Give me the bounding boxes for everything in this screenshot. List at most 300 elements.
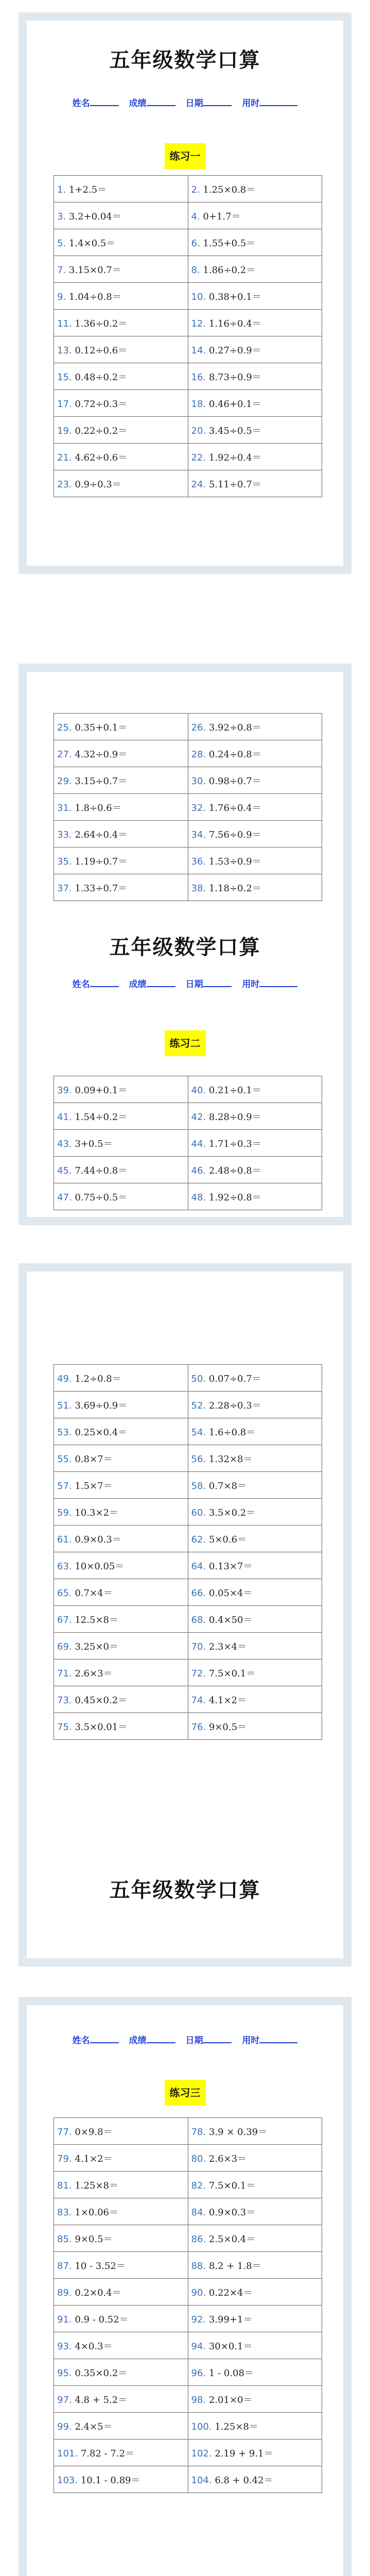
table-row [54, 1157, 322, 1183]
table-row [54, 363, 322, 390]
problem-cell [54, 2279, 188, 2306]
problem-expression: 1.54÷0.2＝ [75, 1111, 128, 1123]
problem-expression: 2.48÷0.8＝ [208, 1165, 261, 1176]
problem-number: 16. [191, 371, 209, 383]
problem-cell [188, 848, 322, 874]
table-row [54, 714, 322, 740]
table-row [54, 444, 322, 470]
problem-cell [188, 1659, 322, 1686]
problem-cell [54, 2172, 188, 2198]
problem-number: 3. [57, 211, 69, 222]
problem-cell [54, 821, 188, 848]
table-row [54, 848, 322, 874]
problem-cell [188, 1076, 322, 1103]
problem-cell [54, 1157, 188, 1183]
problem-cell [188, 2306, 322, 2332]
problem-number: 88. [191, 2260, 209, 2272]
problem-number: 97. [57, 2394, 75, 2405]
table-row [54, 470, 322, 497]
problem-number: 50. [191, 1373, 209, 1384]
problem-expression: 1.32×8＝ [208, 1453, 253, 1465]
problem-cell [54, 2225, 188, 2252]
problem-expression: 1 - 0.08＝ [208, 2367, 254, 2379]
problem-expression: 4.62÷0.6＝ [75, 452, 128, 463]
table-row [54, 1365, 322, 1392]
problem-cell [54, 336, 188, 363]
problem-number: 95. [57, 2367, 75, 2379]
page-paper [27, 21, 343, 566]
problem-number: 63. [57, 1561, 75, 1572]
table-row [54, 794, 322, 821]
problem-expression: 0.75÷0.5＝ [75, 1192, 128, 1203]
problem-cell [54, 310, 188, 336]
problem-cell [54, 1579, 188, 1606]
problem-cell [188, 1365, 322, 1392]
problem-number: 92. [191, 2314, 209, 2325]
problem-expression: 0.8×7＝ [75, 1453, 113, 1465]
problem-expression: 0.22×4＝ [208, 2287, 253, 2298]
problem-expression: 2.64÷0.4＝ [75, 829, 128, 840]
problem-number: 62. [191, 1534, 209, 1545]
page-title: 五年级数学口算 [109, 1878, 261, 1902]
problem-expression: 1.76÷0.4＝ [208, 802, 261, 814]
problem-expression: 2.6×3＝ [208, 2153, 247, 2164]
problem-expression: 1.33÷0.7＝ [75, 883, 128, 894]
problem-cell [188, 2279, 322, 2306]
problem-cell [188, 1686, 322, 1713]
name-blank [90, 97, 119, 106]
problem-expression: 0×9.8＝ [75, 2126, 113, 2138]
problem-cell [54, 1659, 188, 1686]
problem-expression: 0.9×0.3＝ [75, 1534, 121, 1545]
problem-expression: 0.9 - 0.52＝ [75, 2314, 129, 2325]
problem-cell [54, 1183, 188, 1210]
problem-cell [54, 1418, 188, 1445]
problem-expression: 2.28÷0.3＝ [208, 1400, 261, 1411]
problem-number: 75. [57, 1721, 75, 1733]
problem-number: 22. [191, 452, 209, 463]
problem-cell [188, 2118, 322, 2145]
problem-expression: 4.32÷0.9＝ [75, 749, 128, 760]
problem-number: 15. [57, 371, 75, 383]
problem-expression: 1.53÷0.9＝ [208, 856, 261, 867]
problem-number: 74. [191, 1694, 209, 1706]
table-row [54, 417, 322, 444]
table-row [54, 1633, 322, 1659]
problem-cell [188, 283, 322, 310]
date-label: 日期 [185, 979, 203, 990]
problem-cell [188, 256, 322, 283]
problem-cell [188, 1418, 322, 1445]
table-row [54, 283, 322, 310]
problem-expression: 1.16÷0.4＝ [208, 318, 261, 329]
problem-expression: 1+2.5＝ [68, 184, 107, 195]
problem-cell [54, 1076, 188, 1103]
worksheet-page-2 [19, 664, 351, 1225]
problem-number: 1. [57, 184, 69, 195]
table-row [54, 2439, 322, 2466]
problem-expression: 3.9 × 0.39＝ [208, 2126, 268, 2138]
score-blank [147, 2034, 175, 2043]
problem-number: 47. [57, 1192, 75, 1203]
problem-expression: 2.19 + 9.1＝ [215, 2448, 273, 2459]
problem-number: 87. [57, 2260, 75, 2272]
problem-number: 99. [57, 2421, 75, 2432]
problem-number: 65. [57, 1587, 75, 1599]
problem-number: 27. [57, 749, 75, 760]
problem-cell [54, 2145, 188, 2172]
problem-cell [54, 444, 188, 470]
problem-number: 80. [191, 2153, 209, 2164]
problem-cell [54, 767, 188, 794]
problem-expression: 0.46+0.1＝ [208, 398, 261, 410]
problem-cell [188, 714, 322, 740]
problem-cell [188, 1472, 322, 1499]
table-row [54, 1526, 322, 1552]
problem-expression: 8.28÷0.9＝ [208, 1111, 261, 1123]
problem-cell [188, 1579, 322, 1606]
problem-number: 13. [57, 345, 75, 356]
section-label: 练习二 [165, 1030, 206, 1056]
table-row [54, 1552, 322, 1579]
problem-cell [188, 2413, 322, 2439]
problem-expression: 0+1.7＝ [203, 211, 241, 222]
problem-cell [188, 390, 322, 417]
problem-expression: 0.9÷0.3＝ [75, 479, 121, 490]
student-info-line [27, 978, 343, 991]
problem-cell [188, 417, 322, 444]
section-label: 练习三 [165, 2080, 206, 2106]
problem-expression: 1.18÷0.2＝ [208, 883, 261, 894]
problem-cell [54, 1103, 188, 1130]
problem-number: 53. [57, 1427, 75, 1438]
problem-expression: 12.5×8＝ [75, 1614, 118, 1625]
problem-expression: 1.25×8＝ [75, 2180, 118, 2191]
problem-cell [54, 176, 188, 202]
problem-number: 40. [191, 1084, 209, 1096]
problem-number: 48. [191, 1192, 209, 1203]
time-blank [259, 2034, 297, 2043]
problem-cell [188, 1445, 322, 1472]
problem-cell [54, 390, 188, 417]
problem-expression: 4.1×2＝ [208, 1694, 247, 1706]
problem-number: 25. [57, 722, 75, 733]
problem-cell [188, 363, 322, 390]
problem-number: 30. [191, 775, 209, 787]
problem-cell [54, 1552, 188, 1579]
time-label: 用时 [242, 2036, 260, 2046]
worksheet-page-1 [19, 12, 351, 574]
problem-expression: 7.5×0.1＝ [208, 2180, 256, 2191]
problem-table [54, 2117, 322, 2493]
problem-cell [188, 1526, 322, 1552]
problem-number: 44. [191, 1138, 209, 1149]
problem-expression: 0.7×4＝ [75, 1587, 113, 1599]
problem-cell [54, 1633, 188, 1659]
problem-expression: 1.71÷0.3＝ [208, 1138, 261, 1149]
problem-cell [54, 874, 188, 901]
problem-expression: 0.45×0.2＝ [75, 1694, 128, 1706]
problem-expression: 3.25×0＝ [75, 1641, 118, 1652]
problem-expression: 9×0.5＝ [208, 1721, 247, 1733]
problem-cell [54, 229, 188, 256]
student-info-line [27, 2034, 343, 2047]
table-row [54, 1392, 322, 1418]
problem-number: 85. [57, 2233, 75, 2245]
problem-expression: 7.56÷0.9＝ [208, 829, 261, 840]
problem-expression: 4×0.3＝ [75, 2341, 113, 2352]
problem-expression: 10.1 - 0.89＝ [80, 2475, 140, 2486]
name-label: 姓名 [72, 979, 90, 990]
table-row [54, 2172, 322, 2198]
problem-number: 103. [57, 2475, 81, 2486]
problem-number: 37. [57, 883, 75, 894]
problem-cell [188, 310, 322, 336]
problem-expression: 8.73÷0.9＝ [208, 371, 261, 383]
time-label: 用时 [242, 98, 260, 109]
problem-number: 12. [191, 318, 209, 329]
problem-number: 43. [57, 1138, 75, 1149]
problem-cell [54, 283, 188, 310]
table-row [54, 1579, 322, 1606]
problem-cell [188, 470, 322, 497]
problem-number: 82. [191, 2180, 209, 2191]
problem-expression: 0.27÷0.9＝ [208, 345, 261, 356]
problem-table [54, 713, 322, 901]
problem-cell [54, 1606, 188, 1633]
problem-cell [54, 1130, 188, 1157]
table-row [54, 2306, 322, 2332]
problem-expression: 9×0.5＝ [75, 2233, 113, 2245]
problem-expression: 4.1×2＝ [75, 2153, 113, 2164]
problem-number: 69. [57, 1641, 75, 1652]
table-row [54, 767, 322, 794]
problem-expression: 10×0.05＝ [75, 1561, 125, 1572]
problem-expression: 1.92÷0.4＝ [208, 452, 261, 463]
problem-expression: 1.86÷0.2＝ [203, 264, 256, 276]
page-paper [27, 2005, 343, 2576]
problem-number: 20. [191, 425, 209, 436]
problem-number: 90. [191, 2287, 209, 2298]
problem-expression: 1.92÷0.8＝ [208, 1192, 261, 1203]
problem-expression: 0.09+0.1＝ [75, 1084, 128, 1096]
problem-number: 79. [57, 2153, 75, 2164]
problem-number: 23. [57, 479, 75, 490]
table-row [54, 390, 322, 417]
problem-number: 101. [57, 2448, 81, 2459]
problem-cell [188, 2359, 322, 2386]
problem-cell [188, 2145, 322, 2172]
problem-expression: 1.55+0.5＝ [203, 238, 256, 249]
table-row [54, 1606, 322, 1633]
problem-number: 46. [191, 1165, 209, 1176]
problem-table [54, 1364, 322, 1740]
problem-expression: 0.25×0.4＝ [75, 1427, 128, 1438]
problem-cell [188, 1392, 322, 1418]
problem-cell [188, 2252, 322, 2279]
problem-expression: 0.38+0.1＝ [208, 291, 261, 302]
problem-expression: 3.5×0.2＝ [208, 1507, 256, 1518]
problem-expression: 1.2÷0.8＝ [75, 1373, 121, 1384]
table-row [54, 2225, 322, 2252]
problem-number: 56. [191, 1453, 209, 1465]
problem-cell [54, 848, 188, 874]
problem-number: 4. [191, 211, 203, 222]
problem-number: 28. [191, 749, 209, 760]
problem-number: 58. [191, 1480, 209, 1492]
problem-cell [54, 1365, 188, 1392]
student-info-line [27, 97, 343, 110]
problem-number: 83. [57, 2207, 75, 2218]
problem-number: 102. [191, 2448, 215, 2459]
problem-expression: 0.98÷0.7＝ [208, 775, 261, 787]
problem-number: 70. [191, 1641, 209, 1652]
problem-cell [188, 1606, 322, 1633]
problem-number: 96. [191, 2367, 209, 2379]
problem-number: 57. [57, 1480, 75, 1492]
problem-expression: 3.15×0.7＝ [68, 264, 121, 276]
table-row [54, 229, 322, 256]
problem-cell [54, 1392, 188, 1418]
table-row [54, 1103, 322, 1130]
page-title: 五年级数学口算 [109, 48, 261, 72]
table-row [54, 1499, 322, 1526]
problem-number: 41. [57, 1111, 75, 1123]
problem-expression: 2.5×0.4＝ [208, 2233, 256, 2245]
problem-expression: 7.44÷0.8＝ [75, 1165, 128, 1176]
problem-number: 94. [191, 2341, 209, 2352]
problem-number: 38. [191, 883, 209, 894]
table-row [54, 1183, 322, 1210]
problem-expression: 1.6÷0.8＝ [208, 1427, 256, 1438]
problem-expression: 1.04÷0.8＝ [68, 291, 121, 302]
problem-number: 33. [57, 829, 75, 840]
problem-number: 7. [57, 264, 69, 276]
problem-expression: 1.8÷0.6＝ [75, 802, 121, 814]
problem-cell [54, 2466, 188, 2493]
table-row [54, 1686, 322, 1713]
problem-cell [54, 470, 188, 497]
problem-cell [188, 1499, 322, 1526]
time-blank [259, 97, 297, 106]
page-paper [27, 1272, 343, 1958]
table-row [54, 2466, 322, 2493]
problem-number: 5. [57, 238, 69, 249]
table-row [54, 740, 322, 767]
problem-number: 24. [191, 479, 209, 490]
table-row [54, 1130, 322, 1157]
problem-number: 39. [57, 1084, 75, 1096]
problem-expression: 3.69÷0.9＝ [75, 1400, 128, 1411]
problem-expression: 3+0.5＝ [75, 1138, 113, 1149]
problem-expression: 1.25×8＝ [215, 2421, 258, 2432]
problem-expression: 2.4×5＝ [75, 2421, 113, 2432]
problem-expression: 5×0.6＝ [208, 1534, 247, 1545]
problem-expression: 1×0.06＝ [75, 2207, 118, 2218]
problem-expression: 3.92÷0.8＝ [208, 722, 261, 733]
problem-cell [54, 256, 188, 283]
problem-cell [54, 363, 188, 390]
name-blank [90, 978, 119, 987]
problem-expression: 0.35+0.1＝ [75, 722, 128, 733]
problem-cell [54, 2198, 188, 2225]
page-paper [27, 672, 343, 1217]
problem-cell [54, 1472, 188, 1499]
problem-number: 54. [191, 1427, 209, 1438]
problem-number: 104. [191, 2475, 215, 2486]
problem-number: 35. [57, 856, 75, 867]
problem-cell [188, 2198, 322, 2225]
score-label: 成绩 [129, 979, 147, 990]
problem-number: 98. [191, 2394, 209, 2405]
problem-expression: 3.99+1＝ [208, 2314, 253, 2325]
table-row [54, 1418, 322, 1445]
time-label: 用时 [242, 979, 260, 990]
problem-cell [54, 2332, 188, 2359]
section-label: 练习一 [165, 143, 206, 169]
table-row [54, 2332, 322, 2359]
problem-number: 67. [57, 1614, 75, 1625]
problem-expression: 2.6×3＝ [75, 1668, 113, 1679]
problem-number: 8. [191, 264, 203, 276]
problem-cell [188, 1633, 322, 1659]
problem-table [54, 1076, 322, 1210]
problem-expression: 0.35×0.2＝ [75, 2367, 128, 2379]
problem-expression: 1.25×0.8＝ [203, 184, 256, 195]
problem-cell [188, 336, 322, 363]
name-blank [90, 2034, 119, 2043]
problem-number: 73. [57, 1694, 75, 1706]
problem-cell [54, 2386, 188, 2413]
problem-cell [188, 2225, 322, 2252]
problem-expression: 7.82 - 7.2＝ [80, 2448, 135, 2459]
score-blank [147, 978, 175, 987]
date-blank [203, 978, 232, 987]
score-blank [147, 97, 175, 106]
problem-cell [54, 1713, 188, 1740]
problem-expression: 2.01×0＝ [208, 2394, 253, 2405]
problem-expression: 3.15÷0.7＝ [75, 775, 128, 787]
table-row [54, 202, 322, 229]
problem-expression: 0.07÷0.7＝ [208, 1373, 261, 1384]
name-label: 姓名 [72, 2036, 90, 2046]
problem-expression: 2.3×4＝ [208, 1641, 247, 1652]
problem-number: 76. [191, 1721, 209, 1733]
problem-cell [54, 1499, 188, 1526]
problem-cell [188, 444, 322, 470]
problem-cell [188, 229, 322, 256]
problem-number: 51. [57, 1400, 75, 1411]
date-blank [203, 2034, 232, 2043]
problem-number: 71. [57, 1668, 75, 1679]
problem-cell [54, 794, 188, 821]
problem-cell [188, 2466, 322, 2493]
problem-number: 11. [57, 318, 75, 329]
problem-expression: 1.4×0.5＝ [68, 238, 116, 249]
problem-expression: 1.5×7＝ [75, 1480, 113, 1492]
problem-expression: 0.12÷0.6＝ [75, 345, 128, 356]
problem-expression: 0.24÷0.8＝ [208, 749, 261, 760]
problem-table [54, 175, 322, 497]
table-row [54, 1713, 322, 1740]
problem-cell [54, 1686, 188, 1713]
problem-number: 61. [57, 1534, 75, 1545]
problem-number: 34. [191, 829, 209, 840]
problem-cell [54, 2439, 188, 2466]
problem-cell [188, 1157, 322, 1183]
date-label: 日期 [185, 98, 203, 109]
problem-expression: 4.8 + 5.2＝ [75, 2394, 128, 2405]
